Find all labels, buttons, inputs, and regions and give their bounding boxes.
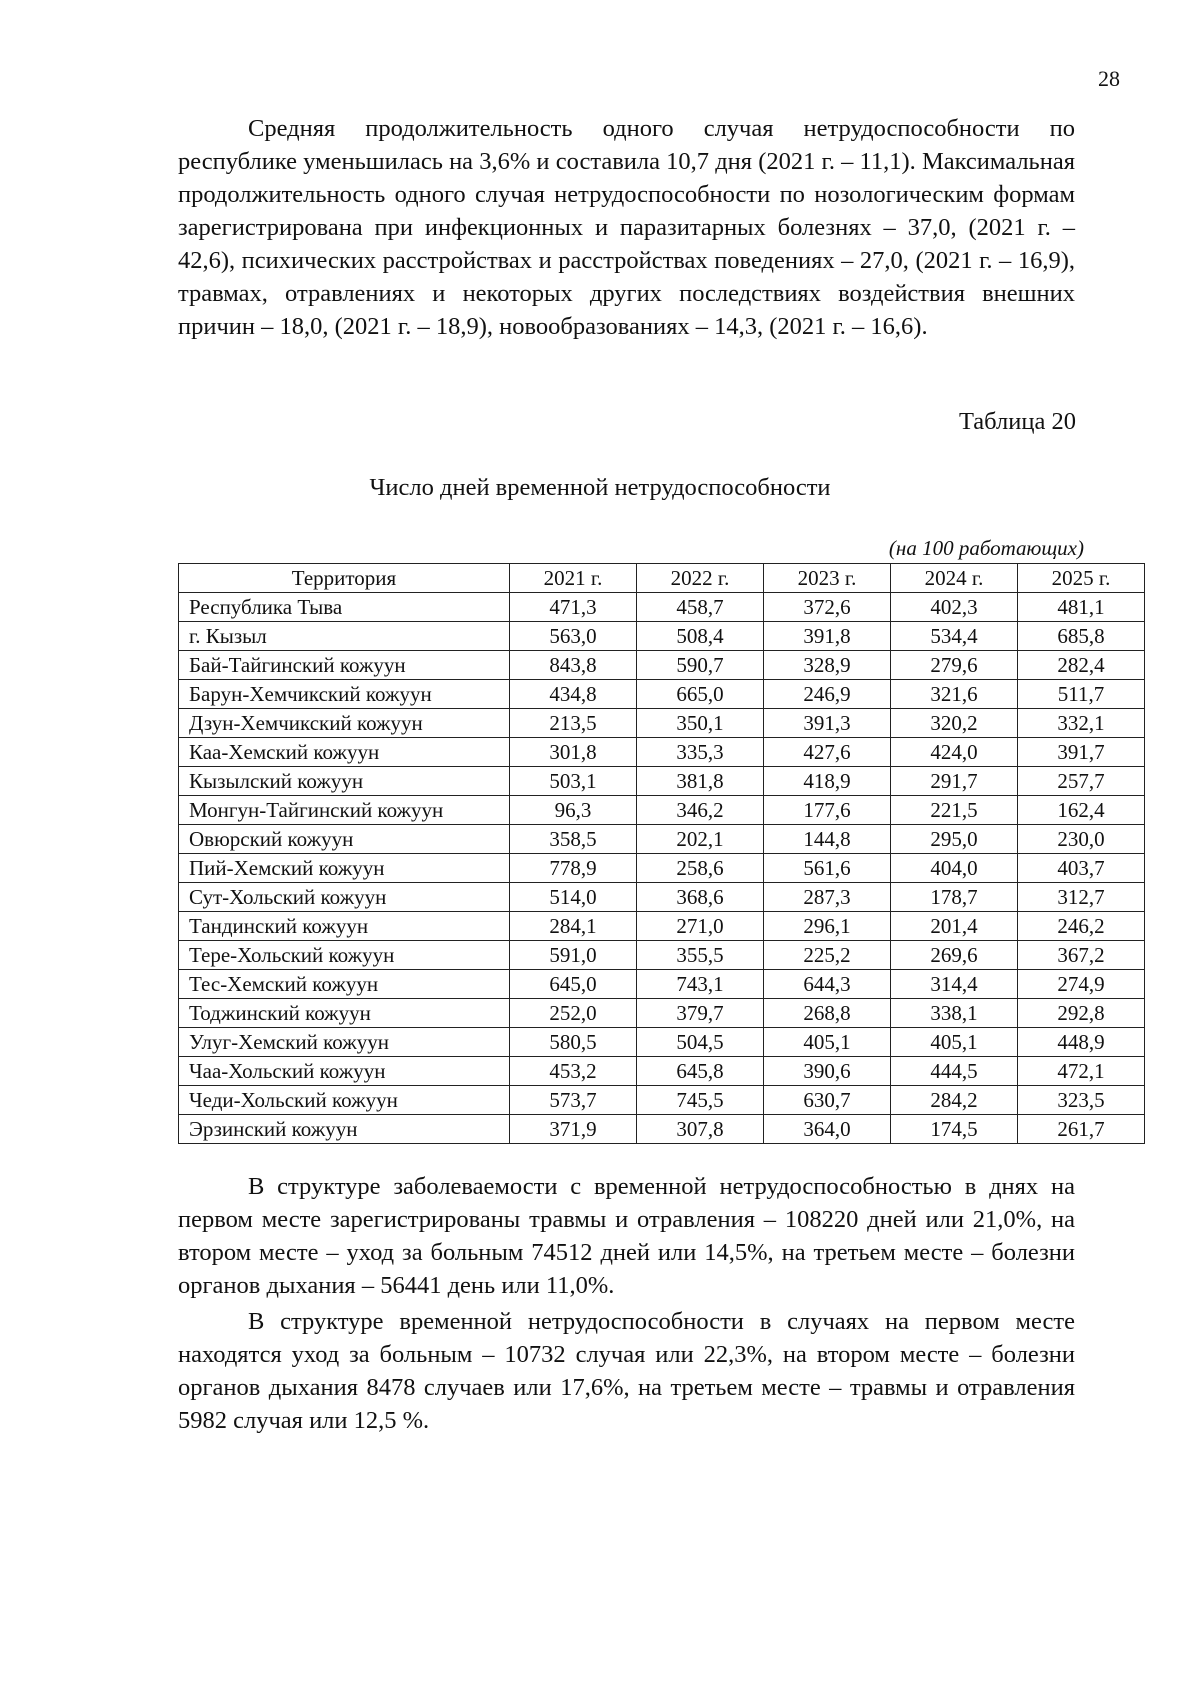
territory-cell: Тес-Хемский кожуун [179,970,510,999]
value-cell: 379,7 [637,999,764,1028]
value-cell: 279,6 [891,651,1018,680]
value-cell: 645,8 [637,1057,764,1086]
value-cell: 580,5 [510,1028,637,1057]
value-cell: 390,6 [764,1057,891,1086]
value-cell: 685,8 [1018,622,1145,651]
territory-cell: Дзун-Хемчикский кожуун [179,709,510,738]
value-cell: 202,1 [637,825,764,854]
header-territory: Территория [179,564,510,593]
value-cell: 271,0 [637,912,764,941]
table-row [179,854,1145,883]
value-cell: 269,6 [891,941,1018,970]
territory-cell: Тере-Хольский кожуун [179,941,510,970]
table-row [179,1028,1145,1057]
value-cell: 367,2 [1018,941,1145,970]
territory-cell: Каа-Хемский кожуун [179,738,510,767]
value-cell: 307,8 [637,1115,764,1144]
value-cell: 296,1 [764,912,891,941]
value-cell: 221,5 [891,796,1018,825]
paragraph-days-structure: В структуре заболеваемости с временной нетрудоспособностью в днях на первом месте зарегистрированы травмы и отравления – 108220 дней или 21,0%, на втором месте – уход за больным 74512 дней или 14,5%, на третьем месте – болезни органов дыхания – 56441 день или 11,0%. [178,1173,1075,1299]
territory-cell: Сут-Хольский кожуун [179,883,510,912]
value-cell: 503,1 [510,767,637,796]
data-table [178,563,1145,1144]
territory-cell: Кызылский кожуун [179,767,510,796]
value-cell: 511,7 [1018,680,1145,709]
table-row [179,796,1145,825]
value-cell: 274,9 [1018,970,1145,999]
value-cell: 471,3 [510,593,637,622]
value-cell: 743,1 [637,970,764,999]
value-cell: 258,6 [637,854,764,883]
value-cell: 630,7 [764,1086,891,1115]
territory-cell: Улуг-Хемский кожуун [179,1028,510,1057]
value-cell: 453,2 [510,1057,637,1086]
value-cell: 225,2 [764,941,891,970]
value-cell: 257,7 [1018,767,1145,796]
table-row [179,709,1145,738]
value-cell: 177,6 [764,796,891,825]
value-cell: 391,3 [764,709,891,738]
table-row [179,680,1145,709]
value-cell: 358,5 [510,825,637,854]
value-cell: 534,4 [891,622,1018,651]
territory-cell: г. Кызыл [179,622,510,651]
table-row [179,883,1145,912]
value-cell: 402,3 [891,593,1018,622]
territory-cell: Овюрский кожуун [179,825,510,854]
header-year: 2023 г. [764,564,891,593]
value-cell: 508,4 [637,622,764,651]
value-cell: 573,7 [510,1086,637,1115]
value-cell: 448,9 [1018,1028,1145,1057]
value-cell: 645,0 [510,970,637,999]
table-row [179,825,1145,854]
value-cell: 282,4 [1018,651,1145,680]
table-label: Таблица 20 [958,408,1076,435]
table-row [179,1057,1145,1086]
value-cell: 514,0 [510,883,637,912]
header-year: 2025 г. [1018,564,1145,593]
value-cell: 332,1 [1018,709,1145,738]
value-cell: 591,0 [510,941,637,970]
table-row [179,912,1145,941]
territory-cell: Тандинский кожуун [179,912,510,941]
header-year: 2024 г. [891,564,1018,593]
territory-cell: Барун-Хемчикский кожуун [179,680,510,709]
value-cell: 201,4 [891,912,1018,941]
territory-cell: Монгун-Тайгинский кожуун [179,796,510,825]
intro-paragraph: Средняя продолжительность одного случая нетрудоспособности по республике уменьшилась на 3,6% и составила 10,7 дня (2021 г. – 11,1). Максимальная продолжительность одного случая нетрудоспособности по нозологическим формам зарегистрирована при инфекционных и паразитарных болезнях – 37,0, (2021 г. – 42,6), психических расстройствах и расстройствах поведениях – 27,0, (2021 г. – 16,9), травмах, отравлениях и некоторых других последствиях воздействия внешних причин – 18,0, (2021 г. – 18,9), новообразованиях – 14,3, (2021 г. – 16,6). [178,115,1075,340]
value-cell: 230,0 [1018,825,1145,854]
value-cell: 301,8 [510,738,637,767]
value-cell: 843,8 [510,651,637,680]
territory-cell: Пий-Хемский кожуун [179,854,510,883]
value-cell: 312,7 [1018,883,1145,912]
value-cell: 252,0 [510,999,637,1028]
value-cell: 320,2 [891,709,1018,738]
territory-cell: Тоджинский кожуун [179,999,510,1028]
table-row [179,970,1145,999]
territory-cell: Чеди-Хольский кожуун [179,1086,510,1115]
value-cell: 287,3 [764,883,891,912]
value-cell: 144,8 [764,825,891,854]
value-cell: 321,6 [891,680,1018,709]
territory-cell: Республика Тыва [179,593,510,622]
value-cell: 778,9 [510,854,637,883]
value-cell: 504,5 [637,1028,764,1057]
value-cell: 162,4 [1018,796,1145,825]
table-units-note: (на 100 работающих) [888,536,1084,560]
value-cell: 745,5 [637,1086,764,1115]
value-cell: 391,7 [1018,738,1145,767]
value-cell: 346,2 [637,796,764,825]
table-row [179,1086,1145,1115]
paragraph-cases-structure: В структуре временной нетрудоспособности в случаях на первом месте находятся уход за больным – 10732 случая или 22,3%, на втором месте – болезни органов дыхания 8478 случаев или 17,6%, на третьем месте – травмы и отравления 5982 случая или 12,5 %. [178,1308,1075,1434]
header-year: 2022 г. [637,564,764,593]
table-row [179,738,1145,767]
value-cell: 404,0 [891,854,1018,883]
value-cell: 368,6 [637,883,764,912]
value-cell: 434,8 [510,680,637,709]
value-cell: 481,1 [1018,593,1145,622]
value-cell: 174,5 [891,1115,1018,1144]
value-cell: 381,8 [637,767,764,796]
value-cell: 561,6 [764,854,891,883]
value-cell: 261,7 [1018,1115,1145,1144]
value-cell: 96,3 [510,796,637,825]
value-cell: 424,0 [891,738,1018,767]
value-cell: 472,1 [1018,1057,1145,1086]
table-body [179,593,1145,1144]
value-cell: 335,3 [637,738,764,767]
value-cell: 371,9 [510,1115,637,1144]
page-number: 28 [1098,66,1120,91]
value-cell: 292,8 [1018,999,1145,1028]
table-row [179,1115,1145,1144]
table-row [179,622,1145,651]
table-title: Число дней временной нетрудоспособности [369,474,831,501]
value-cell: 364,0 [764,1115,891,1144]
value-cell: 314,4 [891,970,1018,999]
header-year: 2021 г. [510,564,637,593]
value-cell: 458,7 [637,593,764,622]
value-cell: 284,2 [891,1086,1018,1115]
value-cell: 372,6 [764,593,891,622]
value-cell: 295,0 [891,825,1018,854]
value-cell: 323,5 [1018,1086,1145,1115]
value-cell: 246,9 [764,680,891,709]
table-row [179,999,1145,1028]
value-cell: 328,9 [764,651,891,680]
value-cell: 665,0 [637,680,764,709]
value-cell: 405,1 [764,1028,891,1057]
value-cell: 178,7 [891,883,1018,912]
table-row [179,651,1145,680]
value-cell: 213,5 [510,709,637,738]
value-cell: 418,9 [764,767,891,796]
table-row [179,941,1145,970]
value-cell: 268,8 [764,999,891,1028]
value-cell: 444,5 [891,1057,1018,1086]
value-cell: 291,7 [891,767,1018,796]
value-cell: 391,8 [764,622,891,651]
territory-cell: Чаа-Хольский кожуун [179,1057,510,1086]
table-header-row [179,564,1145,593]
value-cell: 403,7 [1018,854,1145,883]
bottom-text [178,1170,1075,1440]
value-cell: 246,2 [1018,912,1145,941]
value-cell: 405,1 [891,1028,1018,1057]
table-row [179,767,1145,796]
territory-cell: Бай-Тайгинский кожуун [179,651,510,680]
value-cell: 284,1 [510,912,637,941]
value-cell: 355,5 [637,941,764,970]
value-cell: 644,3 [764,970,891,999]
value-cell: 427,6 [764,738,891,767]
value-cell: 563,0 [510,622,637,651]
value-cell: 590,7 [637,651,764,680]
value-cell: 350,1 [637,709,764,738]
table-row [179,593,1145,622]
value-cell: 338,1 [891,999,1018,1028]
territory-cell: Эрзинский кожуун [179,1115,510,1144]
